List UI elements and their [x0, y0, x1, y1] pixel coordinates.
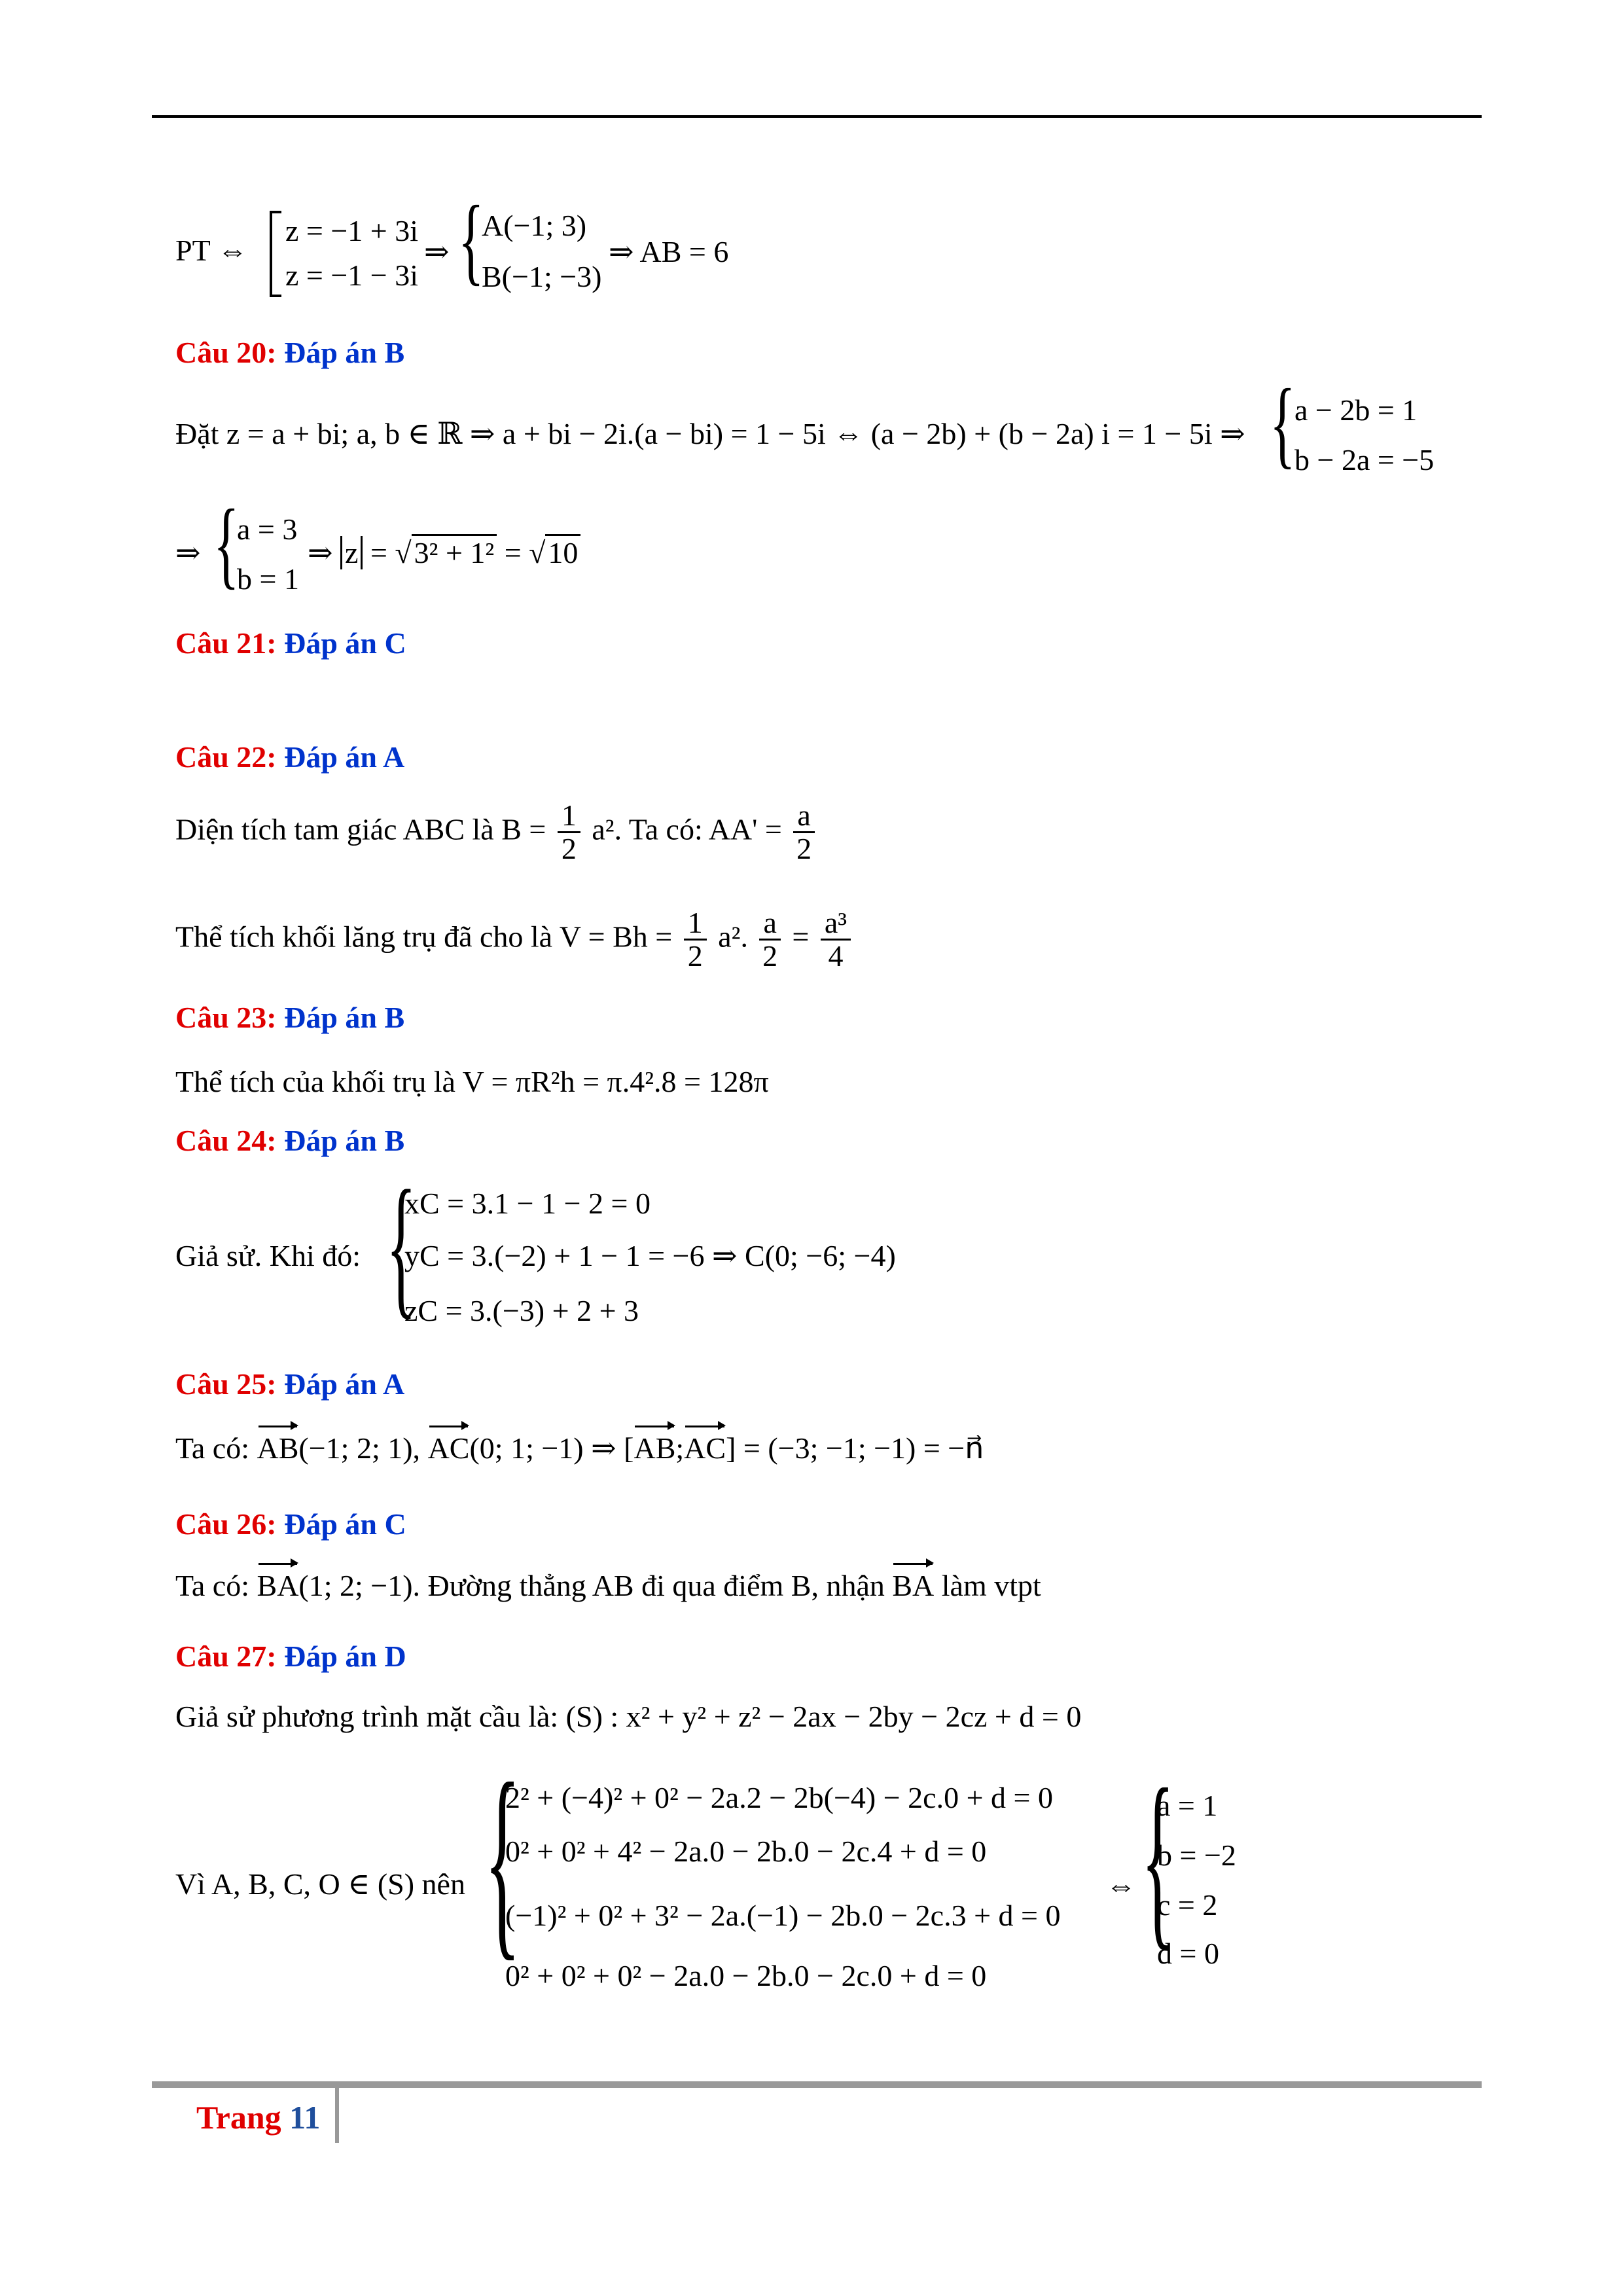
denominator: 4 [828, 939, 844, 973]
q20-tail-eq2: = [504, 536, 522, 569]
q24-x: xC = 3.1 − 1 − 2 = 0 [404, 1187, 651, 1220]
denominator: 2 [796, 832, 812, 866]
fraction [558, 800, 580, 865]
q25-post: ] = (−3; −1; −1) = −n⃗ [726, 1431, 984, 1465]
pt-row2: z = −1 − 3i [285, 259, 419, 292]
q22-heading [175, 740, 404, 774]
vector-ac: AC [427, 1431, 470, 1465]
vector-ab: AB [257, 1431, 299, 1465]
q25-ac-coord: (0; 1; −1) ⇒ [ [469, 1431, 634, 1465]
q27-r3: c = 2 [1157, 1888, 1218, 1922]
pt-row1: z = −1 + 3i [285, 214, 419, 247]
q23-line: Thể tích của khối trụ là V = πR²h = π.4².8 = 128π [175, 1065, 769, 1098]
fraction [684, 907, 707, 973]
q23-answer: Đáp án B [284, 1001, 405, 1034]
footer-divider [335, 2085, 339, 2143]
q25-label: Câu 25: [175, 1367, 277, 1401]
q24-y: yC = 3.(−2) + 1 − 1 = −6 ⇒ C(0; −6; −4) [404, 1239, 896, 1272]
q20-b-val: b = 1 [237, 562, 299, 596]
denominator: 2 [561, 832, 577, 866]
numerator: a³ [821, 907, 851, 941]
q20-sys2: b − 2a = −5 [1294, 443, 1435, 476]
q24-z: zC = 3.(−3) + 2 + 3 [404, 1294, 639, 1327]
q22-line2-eq: = [792, 920, 810, 954]
q20-a-val: a = 3 [237, 512, 298, 546]
q25-ab-coord: (−1; 2; 1), [298, 1431, 421, 1465]
q20-tail-pre: ⇒ [308, 536, 333, 569]
pt-brace: { [458, 186, 484, 295]
q24-brace: { [386, 1158, 417, 1332]
q22-line2-mid: a². [718, 920, 748, 954]
q21-label: Câu 21: [175, 626, 277, 660]
q27-line1: Giả sử phương trình mặt cầu là: (S) : x² + y² + z² − 2ax − 2by − 2cz + d = 0 [175, 1700, 1082, 1733]
q26-post: làm vtpt [941, 1569, 1041, 1602]
footer-label: Trang [196, 2099, 281, 2136]
q27-answer: Đáp án D [284, 1640, 406, 1673]
numerator: 1 [684, 907, 707, 941]
q20-radicand: 3² + 1² [412, 534, 497, 569]
q26-mid: (1; 2; −1). Đường thẳng AB đi qua điểm B, nhận [298, 1569, 885, 1602]
q20-brace2: { [213, 490, 240, 598]
q27-r4: d = 0 [1157, 1937, 1219, 1970]
q25-semi: ; [675, 1431, 685, 1465]
q20-answer: Đáp án B [284, 336, 405, 369]
q26-label: Câu 26: [175, 1507, 277, 1541]
pt-implies: ⇒ [424, 235, 450, 268]
pt-result: ⇒ AB = 6 [609, 235, 729, 268]
q20-heading [175, 335, 404, 370]
q20-modulus: ⇒ z = √3² + 1² = √10 [308, 538, 580, 568]
q20-arrow: ⇒ [175, 536, 201, 569]
q26-answer: Đáp án C [284, 1507, 406, 1541]
q22-line1-mid: a². Ta có: AA' = [592, 812, 782, 846]
q27-label: Câu 27: [175, 1640, 277, 1673]
numerator: a [793, 800, 814, 833]
q23-label: Câu 23: [175, 1001, 277, 1034]
q27-iff: ⇔ [1106, 1869, 1136, 1902]
q21-heading [175, 626, 406, 660]
q23-heading [175, 1000, 404, 1035]
q26-line [175, 1571, 1041, 1601]
q22-line2-pre: Thể tích khối lăng trụ đã cho là V = Bh = [175, 920, 673, 954]
q27-eq2: 0² + 0² + 4² − 2a.0 − 2b.0 − 2c.4 + d = 0 [505, 1835, 987, 1868]
pt-point-b: B(−1; −3) [482, 260, 602, 293]
q27-lhs: Vì A, B, C, O ∈ (S) nên [175, 1867, 465, 1901]
q27-r2: b = −2 [1157, 1839, 1236, 1872]
q24-lhs: Giả sử. Khi đó: [175, 1239, 361, 1272]
q20-line1: Đặt z = a + bi; a, b ∈ ℝ ⇒ a + bi − 2i.(a − bi) = 1 − 5i ⇔ (a − 2b) + (b − 2a) i = 1 − 5i ⇒ [175, 417, 1245, 450]
q25-pre: Ta có: [175, 1431, 250, 1465]
vector-ac-cross: AC [684, 1431, 726, 1465]
q20-sys1: a − 2b = 1 [1294, 393, 1418, 427]
footer-rule [152, 2081, 1482, 2088]
fraction [759, 907, 780, 973]
q20-radicand2: 10 [545, 534, 580, 569]
vector-ba: BA [257, 1569, 299, 1602]
vector-ab-cross: AB [633, 1431, 676, 1465]
q24-heading [175, 1123, 404, 1158]
q22-answer: Đáp án A [284, 740, 405, 774]
page-number: 11 [289, 2099, 321, 2136]
q27-eq3: (−1)² + 0² + 3² − 2a.(−1) − 2b.0 − 2c.3 + d = 0 [505, 1899, 1061, 1932]
q24-answer: Đáp án B [284, 1124, 405, 1157]
fraction [793, 800, 814, 865]
q27-brace2: { [1141, 1749, 1175, 1966]
pt-point-a: A(−1; 3) [482, 209, 587, 242]
q22-label: Câu 22: [175, 740, 277, 774]
denominator: 2 [762, 939, 778, 973]
q20-brace: { [1270, 369, 1296, 478]
q25-line [175, 1433, 984, 1463]
denominator: 2 [687, 939, 703, 973]
pt-bracket [270, 211, 281, 297]
pt-lhs: PT ⇔ [175, 234, 248, 267]
page-footer [196, 2098, 320, 2136]
q20-label: Câu 20: [175, 336, 277, 369]
q24-label: Câu 24: [175, 1124, 277, 1157]
q27-eq4: 0² + 0² + 0² − 2a.0 − 2b.0 − 2c.0 + d = 0 [505, 1959, 987, 1992]
q27-r1: a = 1 [1157, 1789, 1218, 1822]
q20-z-abs: z [340, 536, 363, 569]
vector-ba-2: BA [892, 1569, 935, 1602]
q25-heading [175, 1367, 404, 1401]
numerator: 1 [558, 800, 580, 833]
q20-tail-eq: = [370, 536, 387, 569]
fraction [821, 907, 851, 973]
header-rule [152, 115, 1482, 118]
q27-brace: { [484, 1740, 521, 1979]
q26-heading [175, 1507, 406, 1541]
q21-answer: Đáp án C [284, 626, 406, 660]
q26-pre: Ta có: [175, 1569, 250, 1602]
q22-line1-pre: Diện tích tam giác ABC là B = [175, 812, 546, 846]
q27-eq1: 2² + (−4)² + 0² − 2a.2 − 2b(−4) − 2c.0 + d = 0 [505, 1781, 1053, 1814]
q25-answer: Đáp án A [284, 1367, 405, 1401]
q22-line1 [175, 800, 819, 865]
q27-heading [175, 1639, 406, 1674]
q22-line2 [175, 907, 855, 973]
numerator: a [759, 907, 780, 941]
